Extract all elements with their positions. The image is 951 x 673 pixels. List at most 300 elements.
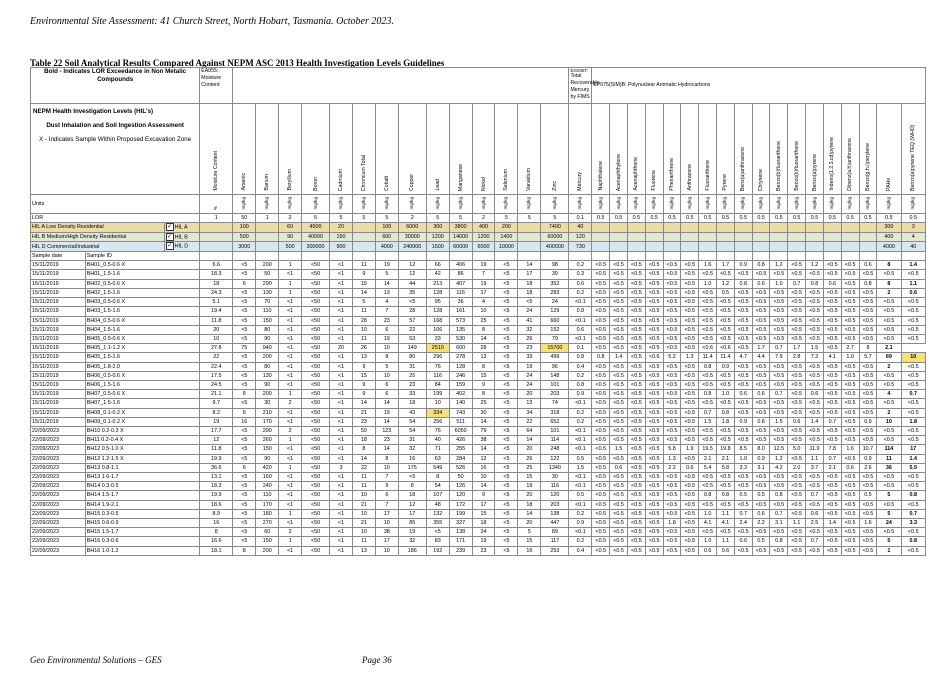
result-cell: <0.5 — [859, 500, 877, 509]
result-cell: <0.5 — [770, 325, 788, 334]
guideline-cell — [770, 242, 788, 252]
result-cell: <0.5 — [627, 362, 645, 371]
result-cell: <0.5 — [823, 288, 841, 297]
result-cell: 22 — [200, 353, 233, 362]
result-cell: 10 — [877, 417, 901, 426]
result-cell: 152 — [541, 325, 569, 334]
column-header: Moisture Content — [200, 104, 233, 195]
result-cell: 1.0 — [717, 390, 735, 399]
result-cell: 10 — [375, 344, 398, 353]
result-cell: 0.6 — [752, 279, 770, 288]
result-cell: <0.5 — [610, 362, 628, 371]
result-cell: <0.5 — [770, 307, 788, 316]
result-cell: <0.5 — [610, 316, 628, 325]
result-cell: <0.5 — [627, 445, 645, 454]
unit-cell: % — [200, 195, 233, 214]
result-cell: <1 — [279, 270, 302, 279]
guideline-cell — [518, 242, 541, 252]
result-cell: 14 — [472, 482, 495, 491]
guideline-cell — [627, 223, 645, 233]
result-cell: <0.5 — [627, 528, 645, 537]
guideline-cell: 14000 — [449, 232, 472, 242]
result-cell: 98 — [541, 261, 569, 270]
result-cell: 8.9 — [200, 509, 233, 518]
result-cell: <0.5 — [663, 509, 681, 518]
result-cell: 21 — [352, 518, 375, 527]
result-cell: <5 — [495, 528, 518, 537]
result-cell: 0.5 — [752, 537, 770, 546]
result-cell: <0.5 — [681, 371, 699, 380]
result-cell: 18 — [518, 288, 541, 297]
guideline-cell: 600 — [375, 232, 398, 242]
table-row — [31, 472, 926, 481]
result-cell: 10 — [472, 472, 495, 481]
table-row — [31, 491, 926, 500]
checkbox-checked-icon[interactable]: ✓ — [167, 224, 173, 231]
result-cell: <0.5 — [681, 261, 699, 270]
result-cell: <0.5 — [806, 270, 824, 279]
result-cell: 11.9 — [806, 445, 824, 454]
result-cell: 0.5 — [752, 491, 770, 500]
result-cell: 35 — [398, 288, 426, 297]
result-cell: <1 — [330, 445, 353, 454]
result-cell: <0.5 — [788, 334, 806, 343]
result-cell: <5 — [495, 417, 518, 426]
lor-cell: 0.5 — [901, 214, 925, 223]
result-cell: <1 — [330, 537, 353, 546]
result-cell: <0.5 — [699, 482, 717, 491]
result-cell: 10 — [426, 399, 449, 408]
result-cell: 36 — [877, 463, 901, 472]
result-cell: 85 — [398, 518, 426, 527]
result-cell: 5 — [375, 362, 398, 371]
result-cell: <0.5 — [806, 380, 824, 389]
result-cell: 17.5 — [200, 371, 233, 380]
result-cell: 0.2 — [569, 537, 592, 546]
result-cell: <0.5 — [734, 482, 752, 491]
result-cell: 22 — [398, 325, 426, 334]
table-row — [31, 288, 926, 297]
result-cell: 2 — [877, 362, 901, 371]
column-header: Beryllium — [279, 104, 302, 195]
result-cell: 0.6 — [717, 546, 735, 555]
sample-date: 22/09/2023 — [31, 500, 86, 509]
result-cell: 2 — [877, 408, 901, 417]
guideline-code-label: HIL B — [174, 234, 188, 241]
result-cell: 19 — [518, 482, 541, 491]
result-cell: <50 — [302, 436, 330, 445]
column-header: Zinc — [541, 104, 569, 195]
result-cell: <0.5 — [841, 408, 859, 417]
result-cell: 64 — [518, 426, 541, 435]
result-cell: <0.5 — [645, 316, 663, 325]
result-cell: 11.4 — [717, 353, 735, 362]
result-cell: 200 — [256, 390, 279, 399]
result-cell: <0.5 — [681, 390, 699, 399]
result-cell: <0.5 — [841, 436, 859, 445]
result-cell: <5 — [233, 298, 256, 307]
result-cell: <0.5 — [901, 408, 925, 417]
result-cell: 6 — [375, 491, 398, 500]
result-cell: <5 — [495, 426, 518, 435]
result-cell: <1 — [330, 500, 353, 509]
guideline-cell — [734, 242, 752, 252]
result-cell: 327 — [449, 518, 472, 527]
result-cell: 1.0 — [699, 279, 717, 288]
result-cell: <0.5 — [717, 270, 735, 279]
group-moisture: EA055: Moisture Content — [200, 68, 233, 104]
result-cell: <5 — [233, 500, 256, 509]
column-header: Vanadium — [518, 104, 541, 195]
result-cell: <0.5 — [901, 371, 925, 380]
result-cell: <50 — [302, 371, 330, 380]
guideline-cell: 7400 — [541, 223, 569, 233]
result-cell: <0.5 — [627, 482, 645, 491]
guideline-cell: 400 — [472, 223, 495, 233]
result-cell: <0.5 — [645, 436, 663, 445]
result-cell: <0.5 — [627, 390, 645, 399]
result-cell: <50 — [302, 316, 330, 325]
result-cell: <0.5 — [627, 371, 645, 380]
result-cell: 25 — [472, 316, 495, 325]
unit-cell: mg/kg — [398, 195, 426, 214]
sample-date: 22/09/2023 — [31, 436, 86, 445]
result-cell: 0.8 — [752, 417, 770, 426]
result-cell: 132 — [426, 509, 449, 518]
result-cell: 33 — [398, 390, 426, 399]
result-cell: 16 — [398, 454, 426, 463]
guideline-cell: 6000 — [398, 223, 426, 233]
result-cell: 15 — [518, 537, 541, 546]
result-cell: 0.8 — [770, 537, 788, 546]
result-cell: 0.5 — [569, 454, 592, 463]
result-cell: <0.5 — [788, 482, 806, 491]
result-cell: 123 — [375, 426, 398, 435]
result-cell: <0.5 — [752, 426, 770, 435]
lor-cell: 0.5 — [823, 214, 841, 223]
lor-cell: 5 — [426, 214, 449, 223]
result-cell: 743 — [449, 408, 472, 417]
result-cell: <0.5 — [717, 334, 735, 343]
column-header: Benzo(a)pyrene TEQ (WHO) — [901, 104, 925, 195]
result-cell: 283 — [541, 288, 569, 297]
sample-id: BH08_0.1-0.2 X — [85, 408, 200, 417]
blank-cell — [717, 252, 735, 261]
result-cell: 9.7 — [200, 399, 233, 408]
result-cell: 120 — [449, 491, 472, 500]
result-cell: <0.5 — [592, 288, 610, 297]
lor-cell: 0.5 — [627, 214, 645, 223]
result-cell: 4 — [877, 390, 901, 399]
result-cell: <0.5 — [823, 500, 841, 509]
result-cell: 2.5 — [806, 518, 824, 527]
result-cell: 0.6 — [610, 463, 628, 472]
result-cell: 0.9 — [734, 261, 752, 270]
column-header: Chrysene — [752, 104, 770, 195]
result-cell: 50 — [449, 472, 472, 481]
result-cell: <0.5 — [663, 298, 681, 307]
group-header-row — [31, 68, 926, 104]
footer-page: Page 36 — [362, 655, 392, 665]
result-cell: 10 — [352, 528, 375, 537]
result-cell: 54 — [426, 482, 449, 491]
sample-date: 15/11/2019 — [31, 362, 86, 371]
result-cell: 14 — [352, 288, 375, 297]
result-cell: 117 — [541, 537, 569, 546]
result-cell: <0.5 — [627, 399, 645, 408]
result-cell: <0.5 — [610, 298, 628, 307]
unit-cell: mg/kg — [569, 195, 592, 214]
result-cell: <0.5 — [663, 436, 681, 445]
result-cell: 24.5 — [200, 380, 233, 389]
result-cell: <0.5 — [806, 371, 824, 380]
guideline-cell: 10000 — [495, 242, 518, 252]
result-cell: <0.5 — [806, 408, 824, 417]
result-cell: 0.7 — [806, 491, 824, 500]
guideline-name: HIL A Low Density Residential — [31, 223, 165, 233]
column-header: Barium — [256, 104, 279, 195]
result-cell: 126 — [449, 482, 472, 491]
result-cell: 140 — [449, 399, 472, 408]
column-header: Anthracene — [681, 104, 699, 195]
result-cell: 5.7 — [859, 353, 877, 362]
guideline-cell: 200 — [495, 223, 518, 233]
sample-date: 22/09/2023 — [31, 463, 86, 472]
result-cell: 129 — [541, 307, 569, 316]
result-cell: <0.5 — [859, 408, 877, 417]
result-cell: <0.5 — [592, 426, 610, 435]
result-cell: <1 — [279, 316, 302, 325]
result-cell: <1 — [330, 371, 353, 380]
sample-date: 15/11/2019 — [31, 399, 86, 408]
result-cell: 48 — [426, 500, 449, 509]
result-cell: <0.5 — [592, 344, 610, 353]
result-cell: 17 — [901, 445, 925, 454]
result-cell: 80 — [256, 325, 279, 334]
result-cell: 8 — [426, 472, 449, 481]
result-cell: <0.5 — [806, 436, 824, 445]
result-cell: 248 — [541, 445, 569, 454]
lor-cell: 0.5 — [806, 214, 824, 223]
result-cell: 7.2 — [806, 353, 824, 362]
result-cell: <0.5 — [770, 362, 788, 371]
result-cell: 90 — [256, 334, 279, 343]
guideline-cell — [841, 232, 859, 242]
result-cell: 1.5 — [806, 344, 824, 353]
result-cell: <0.5 — [610, 528, 628, 537]
result-cell: <0.5 — [859, 546, 877, 555]
sample-date: 22/09/2023 — [31, 518, 86, 527]
result-cell: 114 — [541, 436, 569, 445]
result-cell: 6 — [233, 463, 256, 472]
result-cell: 149 — [398, 344, 426, 353]
result-cell: 11 — [352, 334, 375, 343]
result-cell: <0.5 — [663, 316, 681, 325]
result-cell: 2.7 — [841, 344, 859, 353]
result-cell: <0.5 — [788, 307, 806, 316]
result-cell: <0.5 — [901, 482, 925, 491]
result-cell: <0.5 — [823, 491, 841, 500]
guideline-cell: 90 — [279, 232, 302, 242]
unit-cell: mg/kg — [541, 195, 569, 214]
result-cell: 23 — [472, 546, 495, 555]
result-cell: <0.5 — [610, 325, 628, 334]
guideline-cell — [681, 242, 699, 252]
result-cell: 246 — [449, 371, 472, 380]
sample-date-header: Sample date — [31, 252, 86, 261]
result-cell: <0.5 — [788, 380, 806, 389]
result-cell: 23 — [398, 380, 426, 389]
result-cell: <5 — [495, 325, 518, 334]
result-cell: 18 — [398, 491, 426, 500]
result-cell: 50 — [256, 270, 279, 279]
result-cell: <0.5 — [717, 528, 735, 537]
legend-block — [31, 104, 200, 195]
result-cell: <0.5 — [645, 426, 663, 435]
result-cell: 11.8 — [200, 316, 233, 325]
result-cell: <0.5 — [877, 426, 901, 435]
lor-cell: 0.5 — [592, 214, 610, 223]
result-cell: <1 — [279, 307, 302, 316]
result-cell: 260 — [256, 436, 279, 445]
result-cell: 256 — [426, 417, 449, 426]
result-cell: <0.5 — [752, 528, 770, 537]
result-cell: <0.5 — [592, 454, 610, 463]
result-cell: <0.5 — [841, 417, 859, 426]
result-cell: <0.5 — [752, 436, 770, 445]
result-cell: 1.1 — [901, 279, 925, 288]
result-cell: 1.7 — [752, 344, 770, 353]
result-cell: <0.5 — [699, 371, 717, 380]
column-header: Benz(a)anthracene — [734, 104, 752, 195]
result-cell: 80 — [256, 362, 279, 371]
result-cell: 130 — [256, 288, 279, 297]
result-cell: 0.6 — [569, 325, 592, 334]
result-cell: 499 — [541, 353, 569, 362]
result-cell: 76 — [426, 426, 449, 435]
result-cell: <0.5 — [681, 454, 699, 463]
result-cell: <0.5 — [823, 362, 841, 371]
checkbox-checked-icon[interactable]: ✓ — [167, 233, 173, 240]
result-cell: <0.5 — [645, 399, 663, 408]
checkbox-checked-icon[interactable]: ✓ — [167, 243, 173, 250]
blank-cell — [788, 252, 806, 261]
result-cell: <1 — [279, 353, 302, 362]
result-cell: <0.5 — [859, 482, 877, 491]
result-cell: <0.5 — [841, 270, 859, 279]
result-cell: 23 — [375, 316, 398, 325]
result-cell: <0.5 — [770, 408, 788, 417]
result-cell: <0.5 — [841, 399, 859, 408]
result-cell: <0.5 — [859, 298, 877, 307]
result-cell: 352 — [541, 279, 569, 288]
result-cell: <0.5 — [770, 399, 788, 408]
result-cell: <0.5 — [681, 362, 699, 371]
result-cell: 5 — [375, 270, 398, 279]
result-cell: 11 — [352, 307, 375, 316]
result-cell: <0.5 — [806, 528, 824, 537]
result-cell: 0.8 — [569, 380, 592, 389]
result-cell: 1.9 — [681, 445, 699, 454]
sample-date: 22/09/2023 — [31, 491, 86, 500]
result-cell: <0.5 — [877, 500, 901, 509]
result-cell: <0.5 — [592, 307, 610, 316]
sample-id: BH05_1.1-1.2 X — [85, 344, 200, 353]
sample-date: 15/11/2019 — [31, 298, 86, 307]
result-cell: 2 — [279, 528, 302, 537]
result-cell: <50 — [302, 334, 330, 343]
result-cell: <0.5 — [610, 371, 628, 380]
result-cell: <0.5 — [681, 426, 699, 435]
results-table — [30, 67, 926, 556]
result-cell: <0.5 — [734, 344, 752, 353]
result-cell: 1.1 — [806, 454, 824, 463]
result-cell: 1.5 — [610, 445, 628, 454]
lor-cell: 0.5 — [681, 214, 699, 223]
result-cell: 600 — [449, 344, 472, 353]
result-cell: <0.5 — [841, 334, 859, 343]
result-cell: <0.1 — [569, 399, 592, 408]
result-cell: <5 — [495, 454, 518, 463]
result-cell: 14 — [352, 399, 375, 408]
result-cell: <0.5 — [663, 344, 681, 353]
result-cell: 1 — [279, 390, 302, 399]
result-cell: <0.5 — [645, 537, 663, 546]
result-cell: 660 — [541, 316, 569, 325]
result-cell: <0.5 — [752, 334, 770, 343]
result-cell: 402 — [449, 390, 472, 399]
result-cell: <5 — [495, 472, 518, 481]
guideline-cell — [752, 242, 770, 252]
result-cell: 12 — [398, 270, 426, 279]
result-cell: <0.5 — [627, 537, 645, 546]
result-cell: <0.5 — [823, 528, 841, 537]
result-cell: 86 — [449, 270, 472, 279]
result-cell: 114 — [877, 445, 901, 454]
blank-cell — [610, 252, 628, 261]
column-header: Phenanthrene — [663, 104, 681, 195]
result-cell: 53 — [398, 334, 426, 343]
result-cell: <0.5 — [901, 316, 925, 325]
result-cell: 18 — [352, 436, 375, 445]
blank-cell — [200, 252, 233, 261]
guideline-row — [31, 242, 926, 252]
result-cell: 1.4 — [806, 417, 824, 426]
result-cell: <0.5 — [699, 472, 717, 481]
result-cell: <0.5 — [592, 436, 610, 445]
guideline-cell — [663, 232, 681, 242]
result-cell: <0.5 — [645, 344, 663, 353]
result-cell: 1.4 — [901, 454, 925, 463]
result-cell: 5 — [352, 298, 375, 307]
result-cell: <1 — [279, 500, 302, 509]
result-cell: 355 — [426, 518, 449, 527]
result-cell: <0.5 — [645, 270, 663, 279]
result-cell: 40 — [426, 436, 449, 445]
result-cell: <0.5 — [663, 334, 681, 343]
result-cell: <50 — [302, 528, 330, 537]
result-cell: 0.8 — [699, 491, 717, 500]
result-cell: <50 — [302, 426, 330, 435]
result-cell: <5 — [495, 537, 518, 546]
unit-cell: mg/kg — [788, 195, 806, 214]
result-cell: <0.5 — [788, 325, 806, 334]
result-cell: 19.5 — [699, 445, 717, 454]
guideline-cell: 1500 — [426, 242, 449, 252]
result-cell: 107 — [426, 491, 449, 500]
result-cell: <0.5 — [734, 426, 752, 435]
result-cell: 21 — [352, 408, 375, 417]
